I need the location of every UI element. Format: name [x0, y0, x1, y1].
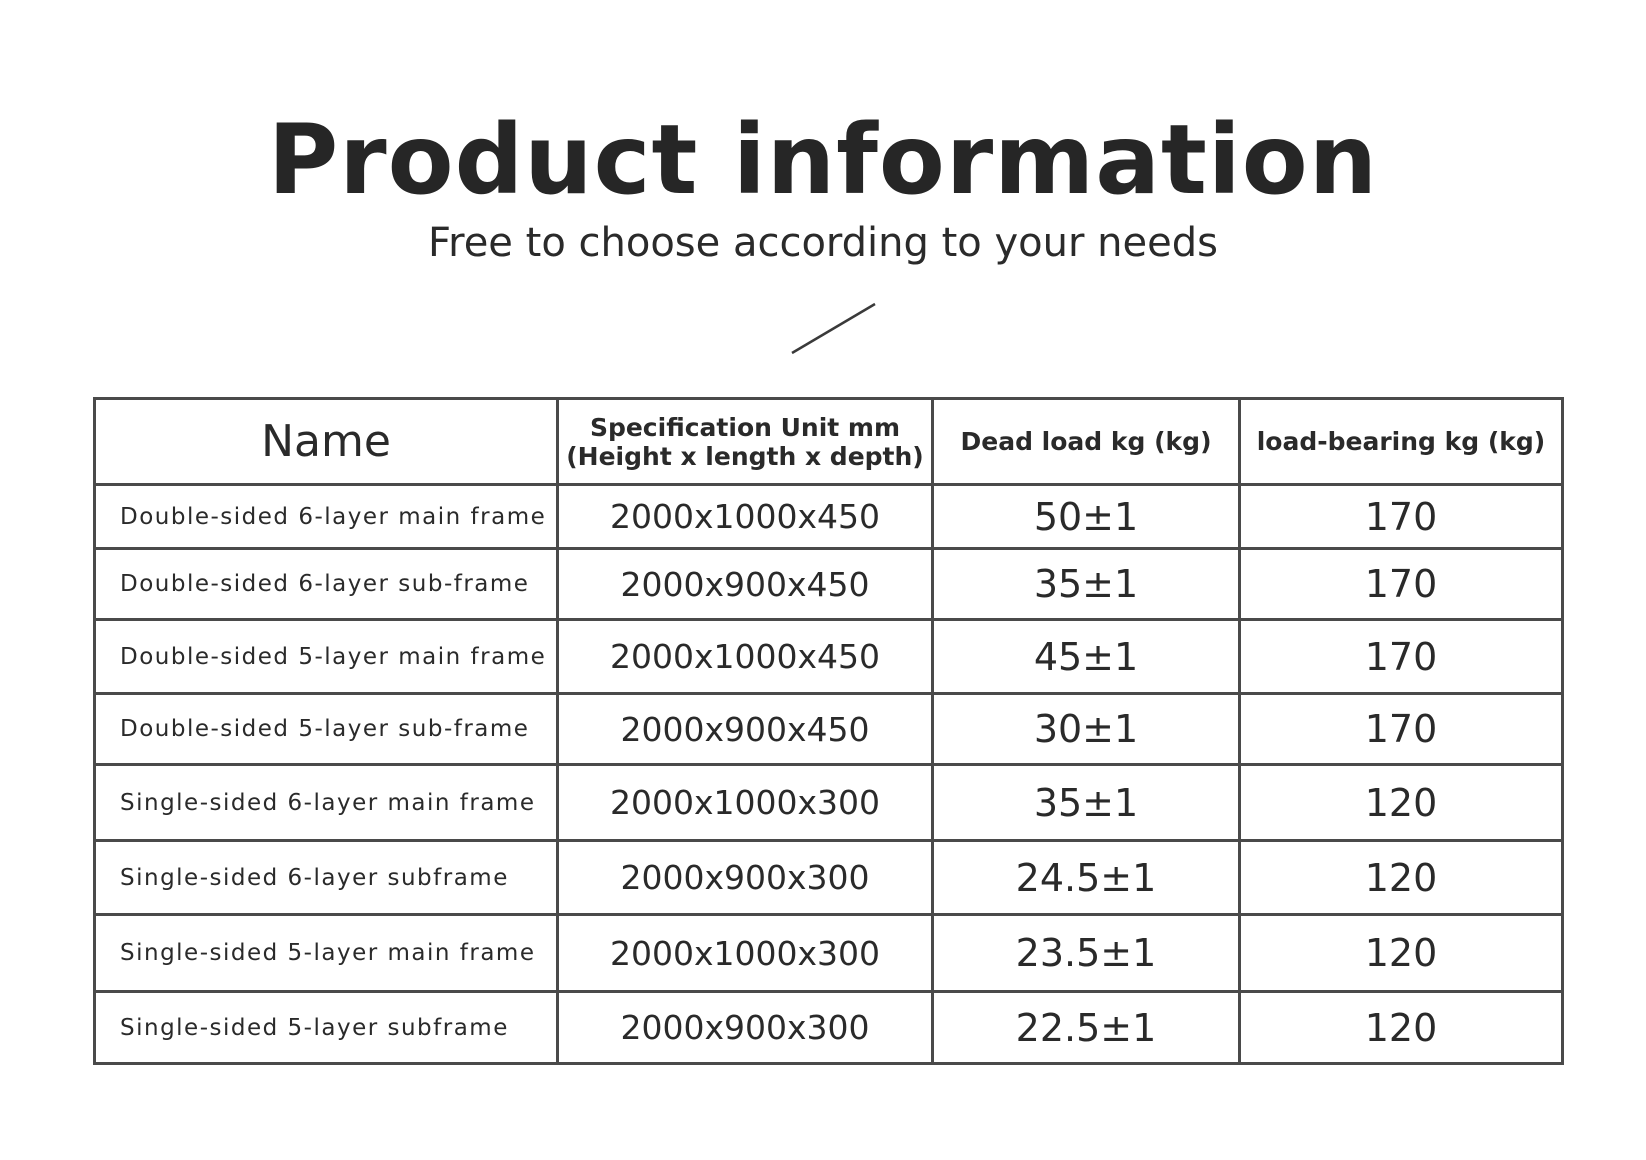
- table-row: [95, 915, 1563, 992]
- table-row: [95, 620, 1563, 694]
- specification-cell: 2000x900x300: [558, 841, 933, 915]
- product-name-cell: Single-sided 5-layer main frame: [95, 915, 558, 992]
- load-bearing-cell: 120: [1240, 841, 1563, 915]
- load-bearing-cell: 120: [1240, 765, 1563, 841]
- product-name-cell: Double-sided 6-layer sub-frame: [95, 549, 558, 620]
- column-header-dead-load: Dead load kg (kg): [933, 399, 1240, 485]
- column-header-load-bearing: load-bearing kg (kg): [1240, 399, 1563, 485]
- table-header-row: [95, 399, 1563, 485]
- table-row: [95, 992, 1563, 1064]
- dead-load-cell: 22.5±1: [933, 992, 1240, 1064]
- table-row: [95, 694, 1563, 765]
- load-bearing-cell: 170: [1240, 549, 1563, 620]
- dead-load-cell: 23.5±1: [933, 915, 1240, 992]
- load-bearing-cell: 120: [1240, 992, 1563, 1064]
- dead-load-cell: 35±1: [933, 549, 1240, 620]
- product-name-cell: Single-sided 5-layer subframe: [95, 992, 558, 1064]
- page-subtitle: Free to choose according to your needs: [428, 220, 1218, 266]
- product-name-cell: Single-sided 6-layer main frame: [95, 765, 558, 841]
- table-row: [95, 841, 1563, 915]
- dead-load-cell: 35±1: [933, 765, 1240, 841]
- column-header-spec-line1: Specification Unit mm: [589, 412, 901, 442]
- specification-cell: 2000x1000x450: [558, 620, 933, 694]
- dead-load-cell: 45±1: [933, 620, 1240, 694]
- load-bearing-cell: 170: [1240, 694, 1563, 765]
- page-title: Product information: [267, 104, 1379, 216]
- table-row: [95, 549, 1563, 620]
- table-row: [95, 765, 1563, 841]
- load-bearing-cell: 120: [1240, 915, 1563, 992]
- column-header-name: Name: [95, 399, 558, 485]
- specification-cell: 2000x900x450: [558, 549, 933, 620]
- specification-cell: 2000x900x300: [558, 992, 933, 1064]
- specification-cell: 2000x900x450: [558, 694, 933, 765]
- product-name-cell: Double-sided 6-layer main frame: [95, 485, 558, 549]
- specification-cell: 2000x1000x300: [558, 765, 933, 841]
- column-header-spec-line2: (Height x length x depth): [566, 441, 924, 471]
- specification-cell: 2000x1000x300: [558, 915, 933, 992]
- specification-cell: 2000x1000x450: [558, 485, 933, 549]
- load-bearing-cell: 170: [1240, 485, 1563, 549]
- column-header-specification: [558, 399, 933, 485]
- dead-load-cell: 30±1: [933, 694, 1240, 765]
- dead-load-cell: 50±1: [933, 485, 1240, 549]
- product-name-cell: Double-sided 5-layer main frame: [95, 620, 558, 694]
- decorative-slash: [780, 300, 880, 360]
- table-row: [95, 485, 1563, 549]
- product-table: [93, 397, 1564, 1065]
- product-name-cell: Double-sided 5-layer sub-frame: [95, 694, 558, 765]
- dead-load-cell: 24.5±1: [933, 841, 1240, 915]
- product-name-cell: Single-sided 6-layer subframe: [95, 841, 558, 915]
- load-bearing-cell: 170: [1240, 620, 1563, 694]
